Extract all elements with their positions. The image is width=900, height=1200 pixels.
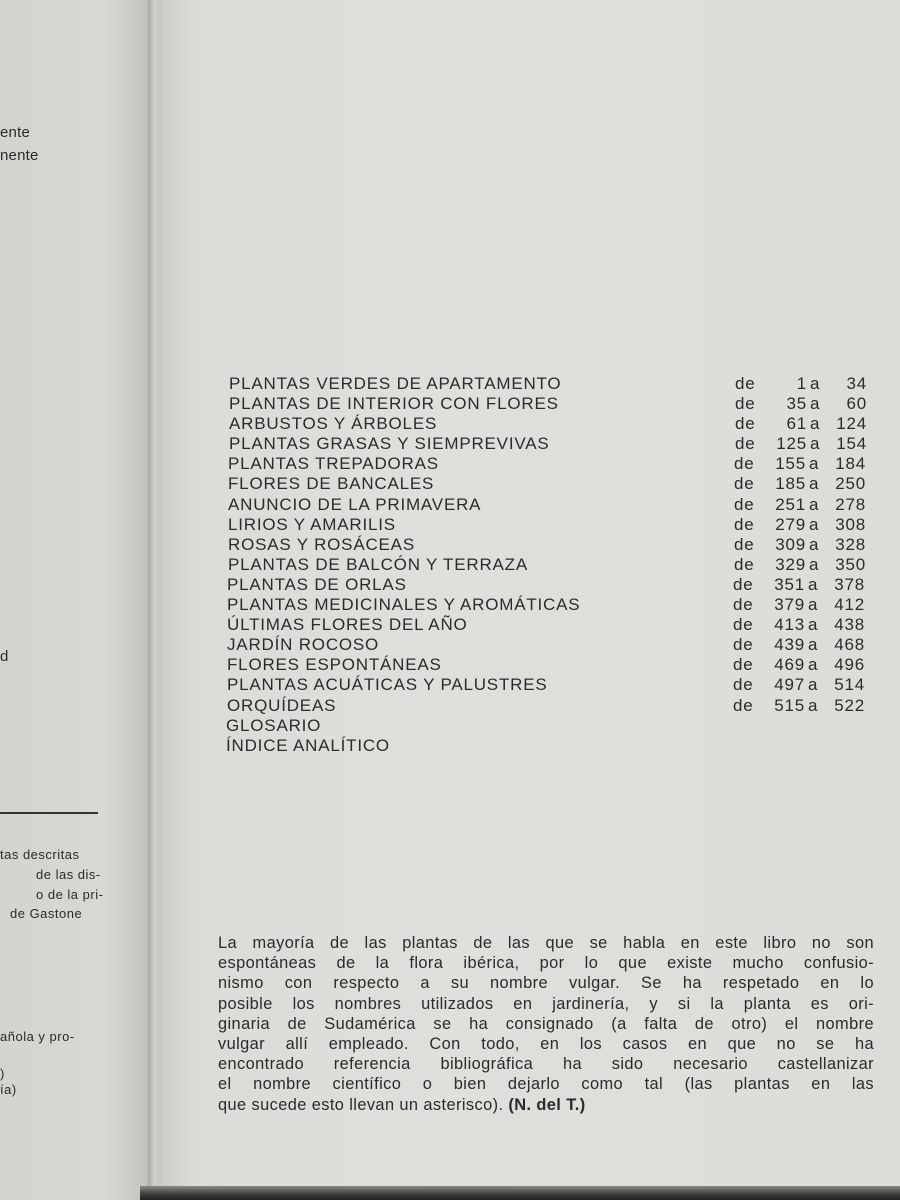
toc-entry bbox=[229, 414, 869, 434]
toc-range-to: 350 bbox=[835, 554, 866, 574]
toc-range-a: a bbox=[808, 615, 819, 635]
toc-entry-title: PLANTAS ACUÁTICAS Y PALUSTRES bbox=[227, 675, 548, 695]
left-page-rule bbox=[0, 812, 98, 814]
toc-range-to: 278 bbox=[835, 494, 866, 514]
toc-range-from: 309 bbox=[775, 534, 806, 554]
toc-entry-title: PLANTAS TREPADORAS bbox=[228, 454, 439, 474]
toc-range-a: a bbox=[808, 675, 819, 695]
toc-entry-title: ANUNCIO DE LA PRIMAVERA bbox=[228, 494, 482, 514]
toc-range-de: de bbox=[734, 454, 755, 474]
toc-range-de: de bbox=[734, 534, 755, 554]
toc-entry bbox=[227, 635, 867, 655]
toc-range-from: 155 bbox=[775, 454, 806, 474]
toc-range-to: 514 bbox=[834, 675, 865, 695]
toc-range-from: 61 bbox=[786, 414, 807, 434]
toc-range-from: 185 bbox=[775, 474, 806, 494]
toc-range-de: de bbox=[733, 695, 754, 715]
toc-range-a: a bbox=[810, 374, 821, 393]
toc-range-de: de bbox=[735, 394, 756, 414]
toc-entry-title: PLANTAS DE INTERIOR CON FLORES bbox=[229, 394, 559, 414]
toc-entry bbox=[228, 535, 868, 555]
toc-range-from: 497 bbox=[774, 675, 805, 695]
toc-range-from: 329 bbox=[775, 554, 806, 574]
toc-range-de: de bbox=[733, 655, 754, 675]
toc-entry bbox=[228, 495, 868, 515]
left-page bbox=[0, 0, 150, 1200]
left-page-fragment: ) bbox=[0, 1066, 5, 1081]
toc-range-de: de bbox=[734, 514, 755, 534]
note-line: ginaria de Sudamérica se ha consignado (a falta de otro) el nombre bbox=[218, 1014, 874, 1033]
left-page-fragment: de las dis- bbox=[36, 867, 101, 882]
toc-range-a: a bbox=[810, 414, 821, 434]
note-line: encontrado referencia bibliográfica ha sido necesario castellanizar bbox=[218, 1055, 874, 1074]
toc-entry-title: PLANTAS GRASAS Y SIEMPREVIVAS bbox=[229, 434, 550, 454]
toc-range-de: de bbox=[733, 595, 754, 615]
toc-range-de: de bbox=[735, 434, 756, 454]
left-page-fragment: tas descritas bbox=[0, 847, 80, 862]
toc-entry bbox=[226, 736, 866, 756]
toc-range-de: de bbox=[733, 615, 754, 635]
toc-range-de: de bbox=[734, 554, 755, 574]
toc-range-from: 413 bbox=[774, 615, 805, 635]
toc-range-from: 379 bbox=[774, 595, 805, 615]
note-line: posible los nombres utilizados en jardinería, y si la planta es ori- bbox=[218, 994, 874, 1013]
table-of-contents bbox=[226, 374, 869, 756]
toc-range-a: a bbox=[809, 454, 820, 474]
toc-range-de: de bbox=[733, 675, 754, 695]
toc-range-from: 515 bbox=[774, 695, 805, 715]
toc-range-to: 124 bbox=[836, 414, 867, 434]
left-page-fragment: de Gastone bbox=[10, 906, 83, 921]
toc-entry bbox=[228, 474, 868, 494]
left-page-fragment: ía) bbox=[0, 1082, 17, 1097]
toc-range-to: 438 bbox=[834, 615, 865, 635]
toc-entry bbox=[229, 374, 869, 394]
toc-entry bbox=[228, 515, 868, 535]
toc-range-to: 60 bbox=[846, 394, 867, 414]
left-page-fragment: d bbox=[0, 648, 9, 665]
toc-range-from: 35 bbox=[786, 394, 807, 414]
toc-range-to: 496 bbox=[834, 655, 865, 675]
note-line: La mayoría de las plantas de las que se habla en este libro no son bbox=[218, 934, 874, 952]
toc-range-a: a bbox=[808, 695, 819, 715]
toc-range-from: 1 bbox=[796, 374, 807, 393]
toc-entry bbox=[229, 394, 869, 414]
toc-entry-title: FLORES DE BANCALES bbox=[228, 474, 435, 494]
toc-range-to: 468 bbox=[834, 635, 865, 655]
toc-entry-title: ARBUSTOS Y ÁRBOLES bbox=[229, 414, 438, 434]
toc-entry bbox=[227, 675, 867, 695]
toc-entry bbox=[227, 615, 867, 635]
toc-range-de: de bbox=[733, 574, 754, 594]
note-line: vulgar allí empleado. Con todo, en los casos en que no se ha bbox=[218, 1035, 874, 1054]
toc-entry-title: ÍNDICE ANALÍTICO bbox=[226, 735, 390, 755]
toc-range-a: a bbox=[808, 574, 819, 594]
left-page-fragment: añola y pro- bbox=[0, 1029, 75, 1044]
toc-entry bbox=[227, 575, 867, 595]
toc-entry-title: GLOSARIO bbox=[226, 715, 322, 735]
toc-range-a: a bbox=[809, 474, 820, 494]
toc-entry bbox=[227, 655, 867, 675]
translator-note bbox=[218, 933, 874, 1115]
toc-entry-title: ÚLTIMAS FLORES DEL AÑO bbox=[227, 615, 468, 635]
toc-range-a: a bbox=[810, 434, 821, 454]
toc-entry-title: PLANTAS DE ORLAS bbox=[227, 574, 407, 594]
toc-range-from: 279 bbox=[775, 514, 806, 534]
note-line: nismo con respecto a su nombre vulgar. Se ha respetado en lo bbox=[218, 974, 874, 993]
note-line bbox=[218, 1095, 874, 1115]
toc-range-to: 308 bbox=[835, 514, 866, 534]
toc-range-from: 439 bbox=[774, 635, 805, 655]
toc-range-to: 34 bbox=[846, 374, 867, 393]
toc-range-to: 250 bbox=[835, 474, 866, 494]
toc-entry-title: ROSAS Y ROSÁCEAS bbox=[228, 534, 415, 554]
note-last-line-text: que sucede esto llevan un asterisco). bbox=[218, 1095, 504, 1114]
toc-range-de: de bbox=[734, 494, 755, 514]
toc-range-a: a bbox=[808, 635, 819, 655]
toc-entry bbox=[228, 555, 868, 575]
toc-range-to: 328 bbox=[835, 534, 866, 554]
toc-range-from: 125 bbox=[776, 434, 807, 454]
toc-entry bbox=[226, 716, 866, 736]
toc-range-to: 522 bbox=[834, 695, 865, 715]
toc-entry bbox=[227, 696, 867, 716]
toc-range-a: a bbox=[809, 514, 820, 534]
toc-range-to: 184 bbox=[835, 454, 866, 474]
toc-range-de: de bbox=[733, 635, 754, 655]
note-line: espontáneas de la flora ibérica, por lo que existe mucho confusio- bbox=[218, 954, 874, 973]
toc-range-a: a bbox=[808, 595, 819, 615]
toc-range-from: 469 bbox=[774, 655, 805, 675]
toc-range-a: a bbox=[808, 655, 819, 675]
toc-range-a: a bbox=[809, 494, 820, 514]
toc-entry-title: PLANTAS DE BALCÓN Y TERRAZA bbox=[228, 554, 528, 574]
toc-entry-title: PLANTAS VERDES DE APARTAMENTO bbox=[229, 374, 562, 393]
toc-entry bbox=[229, 434, 869, 454]
page-bottom-edge bbox=[140, 1186, 900, 1200]
toc-range-to: 378 bbox=[834, 574, 865, 594]
toc-entry-title: JARDÍN ROCOSO bbox=[227, 635, 380, 655]
book-gutter bbox=[148, 0, 162, 1200]
toc-range-a: a bbox=[810, 394, 821, 414]
toc-range-de: de bbox=[735, 414, 756, 434]
toc-entry-title: ORQUÍDEAS bbox=[227, 695, 337, 715]
toc-range-a: a bbox=[809, 534, 820, 554]
note-signature: (N. del T.) bbox=[508, 1095, 586, 1114]
toc-entry bbox=[227, 595, 867, 615]
toc-range-to: 154 bbox=[836, 434, 867, 454]
toc-range-to: 412 bbox=[834, 595, 865, 615]
toc-range-from: 351 bbox=[774, 574, 805, 594]
toc-range-from: 251 bbox=[775, 494, 806, 514]
toc-entry-title: PLANTAS MEDICINALES Y AROMÁTICAS bbox=[227, 595, 581, 615]
toc-entry-title: LIRIOS Y AMARILIS bbox=[228, 514, 396, 534]
toc-range-a: a bbox=[809, 554, 820, 574]
toc-range-de: de bbox=[734, 474, 755, 494]
toc-range-de: de bbox=[735, 374, 756, 393]
left-page-fragment: o de la pri- bbox=[36, 887, 104, 902]
toc-entry bbox=[228, 454, 868, 474]
left-page-fragment: nente bbox=[0, 147, 39, 164]
left-page-fragment: ente bbox=[0, 124, 30, 141]
note-line: el nombre científico o bien dejarlo como tal (las plantas en las bbox=[218, 1075, 874, 1094]
toc-entry-title: FLORES ESPONTÁNEAS bbox=[227, 655, 442, 675]
